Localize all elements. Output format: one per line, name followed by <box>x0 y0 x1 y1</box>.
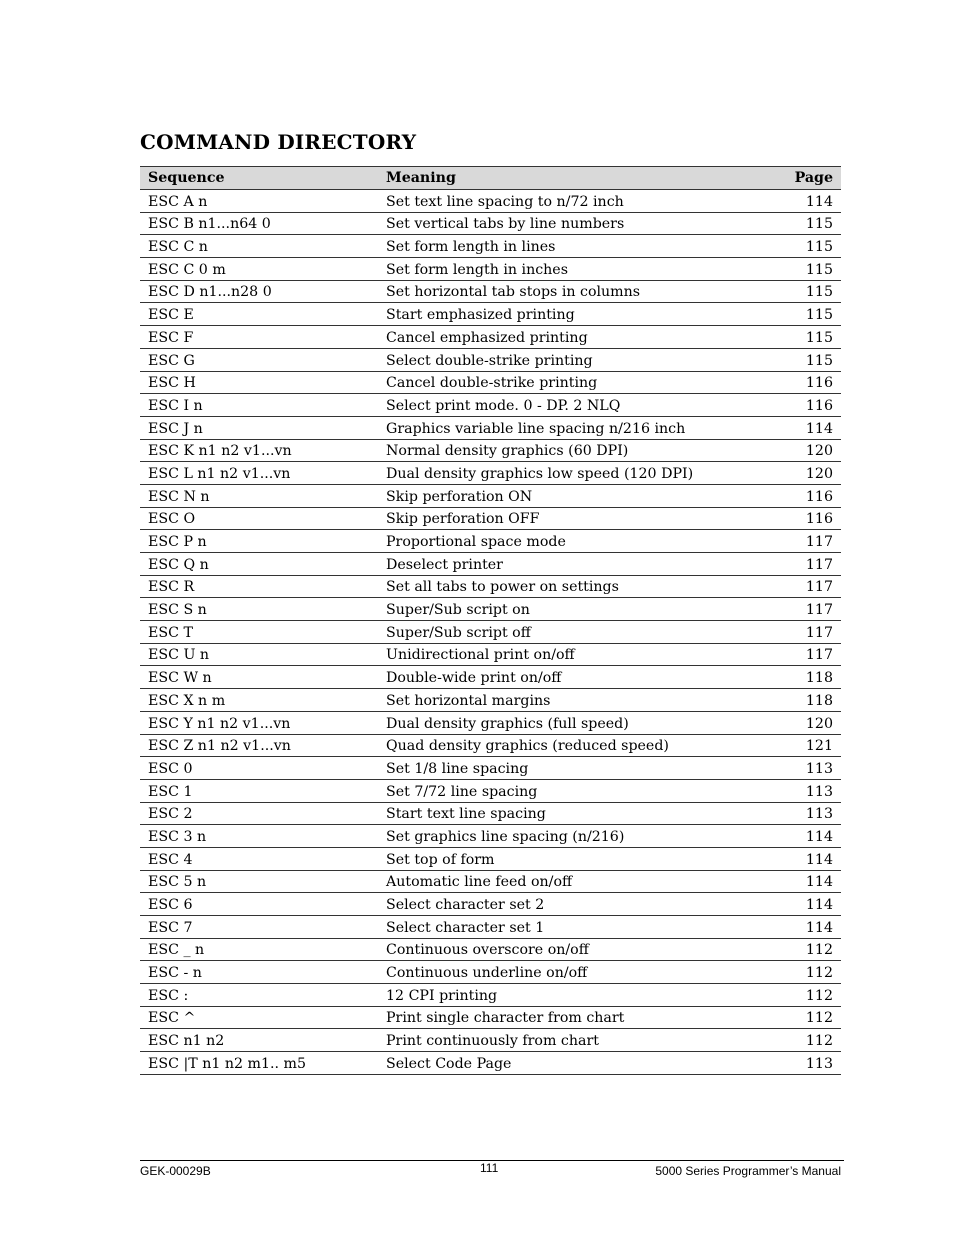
cell-meaning: Set all tabs to power on settings <box>378 575 765 598</box>
cell-meaning: Print single character from chart <box>378 1006 765 1029</box>
cell-page: 120 <box>765 439 841 462</box>
table-row <box>140 689 841 712</box>
cell-meaning: Print continuously from chart <box>378 1029 765 1052</box>
cell-page: 114 <box>765 416 841 439</box>
cell-meaning: Select Code Page <box>378 1052 765 1075</box>
footer-manual-title: 5000 Series Programmer’s Manual <box>655 1164 841 1178</box>
table-row <box>140 1029 841 1052</box>
cell-page: 115 <box>765 235 841 258</box>
cell-page: 113 <box>765 779 841 802</box>
cell-page: 121 <box>765 734 841 757</box>
cell-meaning: Continuous overscore on/off <box>378 938 765 961</box>
page-title: COMMAND DIRECTORY <box>140 130 417 154</box>
cell-page: 113 <box>765 1052 841 1075</box>
table-row <box>140 575 841 598</box>
cell-sequence: ESC _ n <box>140 938 378 961</box>
cell-sequence: ESC G <box>140 348 378 371</box>
table-row <box>140 802 841 825</box>
cell-sequence: ESC W n <box>140 666 378 689</box>
cell-page: 116 <box>765 484 841 507</box>
table-row <box>140 643 841 666</box>
cell-sequence: ESC 4 <box>140 847 378 870</box>
cell-sequence: ESC 3 n <box>140 825 378 848</box>
cell-meaning: Set text line spacing to n/72 inch <box>378 190 765 213</box>
table-row <box>140 258 841 281</box>
cell-sequence: ESC H <box>140 371 378 394</box>
cell-sequence: ESC O <box>140 507 378 530</box>
cell-meaning: Set form length in inches <box>378 258 765 281</box>
table-row <box>140 394 841 417</box>
cell-meaning: Super/Sub script on <box>378 598 765 621</box>
table-row <box>140 598 841 621</box>
cell-meaning: Select character set 2 <box>378 893 765 916</box>
cell-page: 117 <box>765 575 841 598</box>
cell-sequence: ESC Q n <box>140 553 378 576</box>
footer-page-number: 111 <box>480 1161 499 1175</box>
table-row <box>140 1006 841 1029</box>
cell-meaning: Unidirectional print on/off <box>378 643 765 666</box>
cell-page: 120 <box>765 462 841 485</box>
cell-meaning: Graphics variable line spacing n/216 inch <box>378 416 765 439</box>
table-row <box>140 916 841 939</box>
cell-sequence: ESC Y n1 n2 v1...vn <box>140 711 378 734</box>
cell-meaning: Dual density graphics (full speed) <box>378 711 765 734</box>
table-row <box>140 870 841 893</box>
cell-meaning: Start emphasized printing <box>378 303 765 326</box>
cell-sequence: ESC N n <box>140 484 378 507</box>
table-row <box>140 984 841 1007</box>
cell-page: 113 <box>765 802 841 825</box>
cell-page: 114 <box>765 870 841 893</box>
cell-meaning: Deselect printer <box>378 553 765 576</box>
table-row <box>140 507 841 530</box>
table-row <box>140 1052 841 1075</box>
cell-meaning: Quad density graphics (reduced speed) <box>378 734 765 757</box>
cell-sequence: ESC S n <box>140 598 378 621</box>
cell-sequence: ESC 5 n <box>140 870 378 893</box>
cell-sequence: ESC B n1...n64 0 <box>140 212 378 235</box>
cell-meaning: Cancel emphasized printing <box>378 326 765 349</box>
cell-meaning: Start text line spacing <box>378 802 765 825</box>
cell-sequence: ESC : <box>140 984 378 1007</box>
cell-sequence: ESC 1 <box>140 779 378 802</box>
table-header-row <box>140 167 841 190</box>
cell-sequence: ESC F <box>140 326 378 349</box>
cell-page: 120 <box>765 711 841 734</box>
cell-meaning: Skip perforation OFF <box>378 507 765 530</box>
table-row <box>140 961 841 984</box>
cell-meaning: Set 1/8 line spacing <box>378 757 765 780</box>
cell-page: 112 <box>765 961 841 984</box>
cell-meaning: Set vertical tabs by line numbers <box>378 212 765 235</box>
cell-meaning: Set top of form <box>378 847 765 870</box>
cell-page: 117 <box>765 530 841 553</box>
cell-page: 118 <box>765 666 841 689</box>
table-row <box>140 235 841 258</box>
table-row <box>140 212 841 235</box>
table-row <box>140 757 841 780</box>
cell-meaning: Select print mode. 0 - DP. 2 NLQ <box>378 394 765 417</box>
table-row <box>140 484 841 507</box>
cell-meaning: Select character set 1 <box>378 916 765 939</box>
cell-page: 114 <box>765 847 841 870</box>
cell-meaning: Set graphics line spacing (n/216) <box>378 825 765 848</box>
table-row <box>140 621 841 644</box>
cell-page: 115 <box>765 258 841 281</box>
cell-page: 115 <box>765 280 841 303</box>
cell-sequence: ESC C n <box>140 235 378 258</box>
cell-page: 113 <box>765 757 841 780</box>
table-row <box>140 847 841 870</box>
cell-sequence: ESC J n <box>140 416 378 439</box>
table-row <box>140 439 841 462</box>
table-row <box>140 348 841 371</box>
cell-meaning: Cancel double-strike printing <box>378 371 765 394</box>
cell-sequence: ESC ^ <box>140 1006 378 1029</box>
cell-page: 117 <box>765 621 841 644</box>
cell-page: 112 <box>765 938 841 961</box>
table-row <box>140 893 841 916</box>
cell-sequence: ESC D n1...n28 0 <box>140 280 378 303</box>
table-row <box>140 530 841 553</box>
cell-page: 115 <box>765 303 841 326</box>
table-header <box>140 167 841 190</box>
cell-sequence: ESC I n <box>140 394 378 417</box>
table-row <box>140 462 841 485</box>
header-meaning: Meaning <box>378 167 765 190</box>
cell-sequence: ESC T <box>140 621 378 644</box>
cell-meaning: Super/Sub script off <box>378 621 765 644</box>
table-row <box>140 779 841 802</box>
cell-page: 112 <box>765 984 841 1007</box>
table-row <box>140 734 841 757</box>
cell-page: 115 <box>765 212 841 235</box>
cell-page: 115 <box>765 348 841 371</box>
cell-page: 117 <box>765 643 841 666</box>
table-row <box>140 190 841 213</box>
cell-page: 112 <box>765 1006 841 1029</box>
cell-meaning: Set horizontal tab stops in columns <box>378 280 765 303</box>
cell-page: 115 <box>765 326 841 349</box>
cell-page: 117 <box>765 598 841 621</box>
table-row <box>140 711 841 734</box>
cell-meaning: Automatic line feed on/off <box>378 870 765 893</box>
cell-meaning: Proportional space mode <box>378 530 765 553</box>
command-directory-table <box>140 166 841 1075</box>
cell-meaning: Set horizontal margins <box>378 689 765 712</box>
table-row <box>140 280 841 303</box>
cell-sequence: ESC 7 <box>140 916 378 939</box>
cell-sequence: ESC K n1 n2 v1...vn <box>140 439 378 462</box>
cell-sequence: ESC P n <box>140 530 378 553</box>
table-row <box>140 326 841 349</box>
cell-page: 112 <box>765 1029 841 1052</box>
cell-meaning: Normal density graphics (60 DPI) <box>378 439 765 462</box>
cell-meaning: Double-wide print on/off <box>378 666 765 689</box>
cell-sequence: ESC |T n1 n2 m1.. m5 <box>140 1052 378 1075</box>
cell-meaning: Skip perforation ON <box>378 484 765 507</box>
cell-sequence: ESC U n <box>140 643 378 666</box>
cell-page: 116 <box>765 507 841 530</box>
cell-sequence: ESC 6 <box>140 893 378 916</box>
cell-sequence: ESC R <box>140 575 378 598</box>
table-row <box>140 553 841 576</box>
cell-meaning: Dual density graphics low speed (120 DPI) <box>378 462 765 485</box>
table-row <box>140 938 841 961</box>
cell-page: 114 <box>765 893 841 916</box>
cell-meaning: Select double-strike printing <box>378 348 765 371</box>
cell-page: 118 <box>765 689 841 712</box>
cell-page: 117 <box>765 553 841 576</box>
footer-document-id: GEK-00029B <box>140 1164 211 1178</box>
cell-meaning: Set 7/72 line spacing <box>378 779 765 802</box>
table-row <box>140 303 841 326</box>
header-page: Page <box>765 167 841 190</box>
header-sequence: Sequence <box>140 167 378 190</box>
cell-sequence: ESC E <box>140 303 378 326</box>
table-row <box>140 371 841 394</box>
cell-page: 114 <box>765 825 841 848</box>
table-body <box>140 190 841 1075</box>
cell-meaning: Continuous underline on/off <box>378 961 765 984</box>
table-row <box>140 666 841 689</box>
cell-page: 116 <box>765 394 841 417</box>
cell-sequence: ESC 0 <box>140 757 378 780</box>
table-row <box>140 416 841 439</box>
cell-sequence: ESC 2 <box>140 802 378 825</box>
cell-sequence: ESC L n1 n2 v1...vn <box>140 462 378 485</box>
cell-page: 114 <box>765 916 841 939</box>
cell-page: 114 <box>765 190 841 213</box>
cell-sequence: ESC X n m <box>140 689 378 712</box>
cell-sequence: ESC Z n1 n2 v1...vn <box>140 734 378 757</box>
cell-sequence: ESC - n <box>140 961 378 984</box>
cell-meaning: Set form length in lines <box>378 235 765 258</box>
table-row <box>140 825 841 848</box>
cell-sequence: ESC A n <box>140 190 378 213</box>
cell-sequence: ESC C 0 m <box>140 258 378 281</box>
cell-page: 116 <box>765 371 841 394</box>
cell-meaning: 12 CPI printing <box>378 984 765 1007</box>
cell-sequence: ESC n1 n2 <box>140 1029 378 1052</box>
